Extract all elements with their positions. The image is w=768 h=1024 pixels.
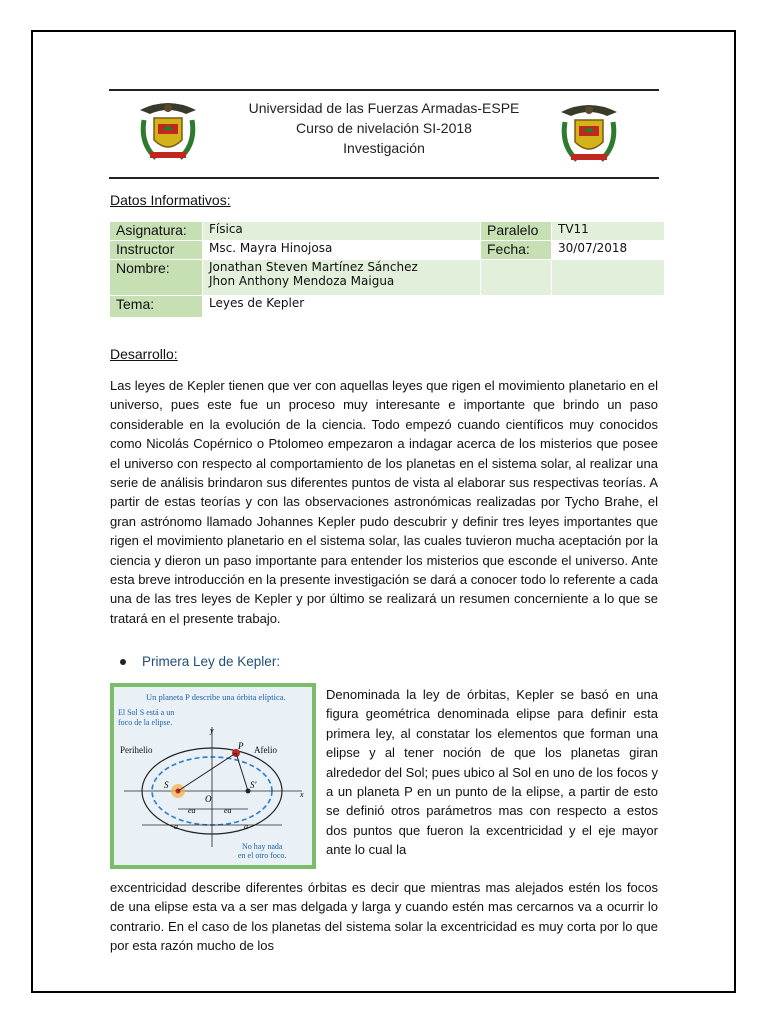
fig-label-ea-1: ea	[188, 806, 196, 815]
empty-cell	[481, 296, 552, 318]
nombre-label: Nombre:	[110, 260, 203, 296]
nombre-value-2: Jhon Anthony Mendoza Maigua	[209, 274, 395, 288]
fig-label-p: P	[238, 741, 244, 751]
fig-caption-sun-1: El Sol S está a un	[118, 708, 175, 717]
empty-cell	[481, 260, 552, 296]
kepler-orbit-figure	[110, 683, 316, 869]
paralelo-value: TV11	[552, 222, 665, 241]
ellipse-diagram	[114, 687, 312, 865]
fig-perihelio: Perihelio	[120, 745, 153, 755]
fig-caption-bottom-2: en el otro foco.	[238, 851, 287, 860]
bullet-icon	[120, 659, 126, 665]
fig-label-y: y	[210, 726, 214, 735]
empty-cell	[552, 260, 665, 296]
asignatura-value: Física	[203, 222, 481, 241]
bullet-primera-ley	[120, 654, 280, 669]
primera-ley-continuation: excentricidad describe diferentes órbitas es decir que mientras mas alejados estén los focos de una elipse esta va a ser mas delgada y larga y cuando estén mas cercarnos va a ocurrir lo contrario. En el caso de los planetas del sistema solar la excentricidad es muy corta por lo que por esta razón mucho de los	[110, 880, 658, 954]
header-type: Investigación	[343, 140, 425, 156]
header-university: Universidad de las Fuerzas Armadas-ESPE	[248, 100, 520, 116]
fig-label-o: O	[205, 794, 212, 804]
nombre-value	[203, 260, 481, 296]
bullet-title: Primera Ley de Kepler:	[142, 654, 281, 669]
fecha-label: Fecha:	[481, 241, 552, 260]
fig-label-s-prime: S'	[250, 780, 257, 790]
fig-caption-top: Un planeta P describe una órbita elíptica.	[146, 692, 286, 702]
datos-informativos-title: Datos Informativos:	[110, 192, 231, 208]
asignatura-label: Asignatura:	[110, 222, 203, 241]
empty-cell	[552, 296, 665, 318]
paralelo-label: Paralelo	[481, 222, 552, 241]
fig-label-a-1: a	[174, 822, 178, 831]
fig-label-ea-2: ea	[224, 806, 232, 815]
info-table	[109, 221, 665, 318]
instructor-label: Instructor	[110, 241, 203, 260]
intro-paragraph: Las leyes de Kepler tienen que ver con aquellas leyes que rigen el movimiento planetario en el universo, pues este fue un proceso muy interesante e importante que brindo un paso considerable en la evolución de la ciencia. Todo empezó cuando científicos muy conocidos como Nicolás Copérnico o Ptolomeo empezaron a indagar acerca de los misterios que posee el universo con respecto al comportamiento de los planetas en el sistema solar, al realizar una serie de análisis brindaron sus diferentes puntos de vista al elaborar sus respectivas teorías. A partir de estas teorías y con las observaciones astronómicas realizadas por Tycho Brahe, el gran astrónomo llamado Johannes Kepler pudo descubrir y definir tres leyes importantes que rigen el movimiento planetario en el sistema solar, las cuales tuvieron mucha aceptación por la ciencia y dieron un paso importante para entender los misterios que esconde el universo. Ante esta breve introducción en la presente investigación se dará a conocer todo lo referente a cada una de las tres leyes de Kepler y por último se realizará un resumen concerniente a lo que se tratará en el presente trabajo.	[110, 378, 658, 626]
fecha-value: 30/07/2018	[552, 241, 665, 260]
fig-label-x: x	[300, 790, 304, 799]
document-header	[180, 98, 588, 158]
header-top-rule	[109, 89, 659, 91]
fig-afelio: Afelio	[254, 745, 277, 755]
fig-caption-sun-2: foco de la elipse.	[118, 718, 173, 727]
header-course: Curso de nivelación SI-2018	[296, 120, 472, 136]
fig-label-a-2: a	[244, 822, 248, 831]
primera-ley-paragraph: Denominada la ley de órbitas, Kepler se basó en una figura geométrica denominada elipse para definir esta primera ley, al constatar los elementos que forman una elipse y al tener noción de que los planetas giran alrededor del Sol; pues ubico al Sol en uno de los focos y a un planeta P en un punto de la elipse, a partir de esto se definió otros parámetros mas con respecto a estos dos puntos que fueron la excentricidad y el eje mayor ante lo cual la	[326, 687, 658, 858]
desarrollo-title: Desarrollo:	[110, 346, 178, 362]
tema-value: Leyes de Kepler	[203, 296, 481, 318]
fig-caption-bottom-1: No hay nada	[242, 842, 283, 851]
fig-label-s: S	[164, 780, 169, 790]
instructor-value: Msc. Mayra Hinojosa	[203, 241, 481, 260]
tema-label: Tema:	[110, 296, 203, 318]
header-bottom-rule	[109, 177, 659, 179]
nombre-value-1: Jonathan Steven Martínez Sánchez	[209, 260, 418, 274]
